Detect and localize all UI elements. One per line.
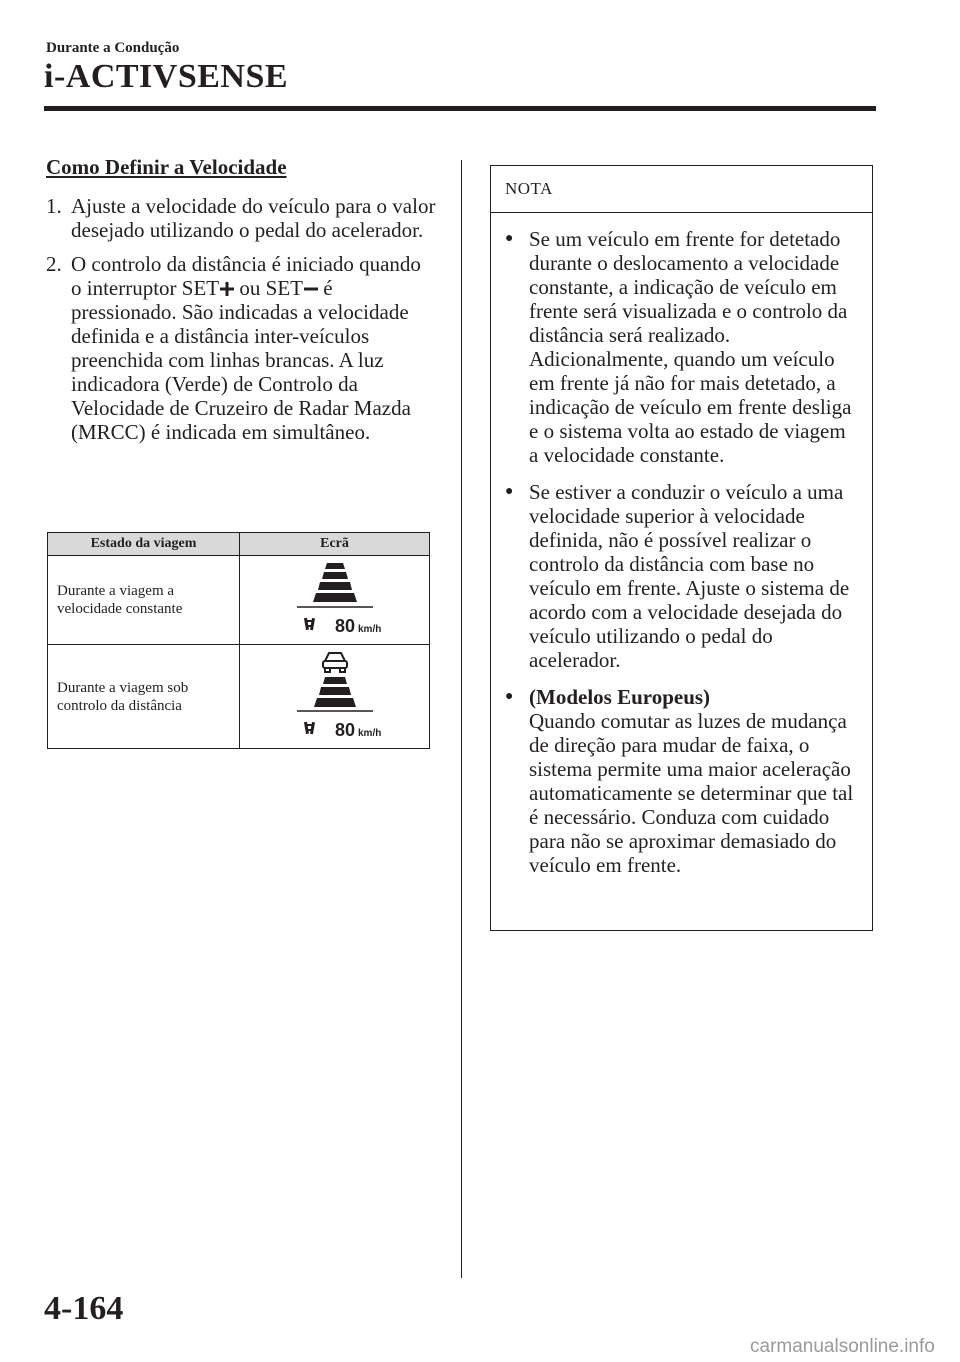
constant-speed-display-icon [265,558,405,638]
bullet-icon: ● [505,689,514,704]
section-title: i-ACTIVSENSE [44,58,289,95]
note-text: Se um veículo em frente for detetado durante o deslocamento a velocidade constante, a indicação de veículo em frente será visualizada e o controlo da distância será realizado. Adicionalmente, quando um veículo em frente já não for mais detetado, a indicação de veículo em frente desliga e o sistema volta ao estado de viagem a velocidade constante. [529,227,852,467]
watermark: carmanualsonline.info [750,1336,935,1357]
speed-unit: km/h [357,623,381,635]
step-item [46,194,436,242]
note-box [490,165,873,931]
distance-control-display-icon [265,647,405,742]
note-content [529,685,860,877]
table-row [48,645,430,749]
step-text: Ajuste a velocidade do veículo para o valor desejado utilizando o pedal do acelerador. [71,194,436,242]
step-text [71,252,436,444]
note-text: Quando comutar as luzes de mudança de direção para mudar de faixa, o sistema permite uma maior aceleração automaticamente se determinar que tal é necessário. Conduza com cuidado para não se aproximar demasiado do veículo em frente. [529,709,854,877]
column-divider [461,160,462,1278]
step-number: 2. [46,252,62,276]
table-header-display: Ecrã [240,533,430,556]
table-header-state: Estado da viagem [48,533,240,556]
travel-state-table [47,532,430,749]
page-number: 4-164 [44,1290,124,1327]
step-text-part: O controlo da distância é iniciado quando o interruptor SET [71,252,421,300]
speed-unit: km/h [357,727,381,739]
chapter-title: Durante a Condução [46,40,180,56]
travel-state-label: Durante a viagem a velocidade constante [48,556,240,645]
note-title: NOTA [491,166,872,213]
travel-state-label: Durante a viagem sob controlo da distância [48,645,240,749]
display-cell [240,556,430,645]
left-column [46,155,436,454]
sub-heading: Como Definir a Velocidade [46,155,287,179]
minus-icon [304,282,318,296]
bullet-icon: ● [505,484,514,499]
plus-icon [220,282,234,296]
note-item [505,227,860,467]
step-text-part: ou SET [234,276,303,300]
note-item [505,480,860,672]
step-number: 1. [46,194,62,218]
steps-list [46,194,436,444]
note-bold-label: (Modelos Europeus) [529,685,711,709]
bullet-icon: ● [505,231,514,246]
table-row [48,556,430,645]
header-rule [44,106,876,111]
note-item [505,685,860,877]
speed-value: 80 [334,615,355,636]
note-list [491,213,872,877]
step-item [46,252,436,444]
display-cell [240,645,430,749]
note-text: Se estiver a conduzir o veículo a uma velocidade superior à velocidade definida, não é possível realizar o controlo da distância com base no veículo em frente. Ajuste o sistema de acordo com a velocidade desejada do veículo utilizando o pedal do acelerador. [529,480,850,672]
step-text-part: é pressionado. São indicadas a velocidade definida e a distância inter-veículos preenchida com linhas brancas. A luz indicadora (Verde) de Controlo da Velocidade de Cruzeiro de Radar Mazda (MRCC) é indicada em simultâneo. [71,276,411,444]
speed-value: 80 [334,719,355,740]
